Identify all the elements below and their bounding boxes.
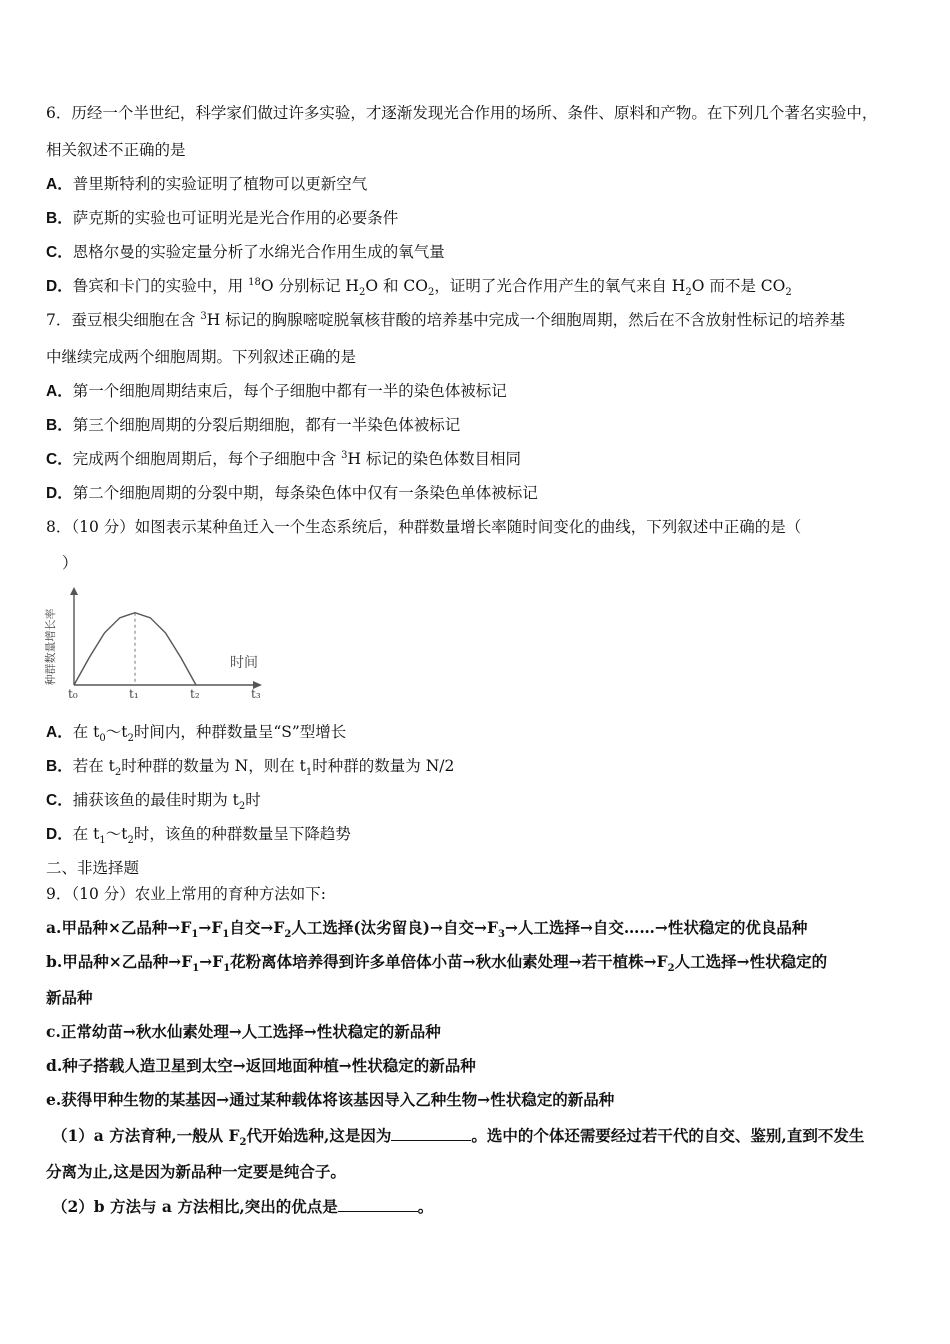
- chart-x-tick: t₃: [251, 687, 261, 700]
- q8-option-c: C．捕获该鱼的最佳时期为 $t_2$时: [46, 791, 261, 813]
- q8-option-a: A．在 $t_0\sim t_2$时间内，种群数量呈“S”型增长: [46, 723, 347, 745]
- q6-option-d: D．鲁宾和卡门的实验中，用 $^{18}$O 分别标记 $H_2O$ 和 $CO_2$，证明了光合作用产生的氧气来自 $H_2O$ 而不是 $CO_2$: [46, 276, 792, 299]
- q9-score: （10 分）: [71, 885, 135, 903]
- q9-method-e: e.获得甲种生物的某基因→通过某种载体将该基因导入乙种生物→性状稳定的新品种: [46, 1090, 615, 1109]
- q9-part1: （1）a 方法育种,一般从 $F_2$代开始选种,这是因为 。选中的个体还需要经过若干代的自交、鉴别,直到不发生: [52, 1126, 865, 1149]
- q9-method-b: b.甲品种×乙品种$\to F_1\to F_1$花粉离体培养得到许多单倍体小苗→秋水仙素处理→若干植株$\to F_2$人工选择→性状稳定的: [46, 952, 828, 975]
- q6-option-c: C．恩格尔曼的实验定量分析了水绵光合作用生成的氧气量: [46, 243, 445, 261]
- q9-method-c: c.正常幼苗→秋水仙素处理→人工选择→性状稳定的新品种: [46, 1022, 441, 1041]
- q7-number: 7．: [46, 311, 72, 329]
- q9-method-d: d.种子搭载人造卫星到太空→返回地面种植→性状稳定的新品种: [46, 1056, 476, 1075]
- chart-x-label: 时间: [230, 655, 258, 671]
- q7-stem-line2: 中继续完成两个细胞周期。下列叙述正确的是: [46, 348, 357, 366]
- chart-x-tick: t₁: [129, 687, 139, 700]
- q8-stem-line1: 8．（10 分）如图表示某种鱼迁入一个生态系统后，种群数量增长率随时间变化的曲线，下列叙述中正确的是（: [46, 518, 802, 536]
- q9-part2: （2）b 方法与 a 方法相比,突出的优点是 。: [52, 1197, 434, 1216]
- q7-stem-line1: 7．蚕豆根尖细胞在含 $^3$H 标记的胸腺嘧啶脱氧核苷酸的培养基中完成一个细胞周期，然后在不含放射性标记的培养基: [46, 310, 846, 329]
- q8-score: （10 分）: [71, 518, 135, 536]
- answer-blank-2[interactable]: [338, 1197, 418, 1212]
- q7-option-b: B．第三个细胞周期的分裂后期细胞，都有一半染色体被标记: [46, 416, 461, 434]
- q6-stem-line1: 6．历经一个半世纪，科学家们做过许多实验，才逐渐发现光合作用的场所、条件、原料和产物。在下列几个著名实验中，: [46, 104, 878, 122]
- q9-method-b-cont: 新品种: [46, 988, 93, 1007]
- q6-option-a: A．普里斯特利的实验证明了植物可以更新空气: [46, 175, 368, 193]
- q8-stem-line2: ）: [62, 554, 78, 572]
- q8-option-d: D．在 $t_1\sim t_2$时，该鱼的种群数量呈下降趋势: [46, 825, 351, 847]
- q9-number: 9．: [46, 885, 72, 903]
- q6-option-b: B．萨克斯的实验也可证明光是光合作用的必要条件: [46, 209, 399, 227]
- growth-rate-chart: [40, 585, 280, 700]
- section-title: 二、非选择题: [46, 859, 140, 877]
- chart-y-arrow: [70, 587, 78, 595]
- q8-number: 8．: [46, 518, 72, 536]
- q7-option-a: A．第一个细胞周期结束后，每个子细胞中都有一半的染色体被标记: [46, 382, 507, 400]
- q6-stem-line2: 相关叙述不正确的是: [46, 141, 186, 159]
- answer-blank-1[interactable]: [391, 1126, 471, 1141]
- chart-x-tick: t₂: [190, 687, 200, 700]
- q7-option-d: D．第二个细胞周期的分裂中期，每条染色体中仅有一条染色单体被标记: [46, 484, 538, 502]
- chart-x-tick: t₀: [68, 687, 78, 700]
- q9-method-a: a.甲品种×乙品种$\to F_1\to F_1$自交$\to F_2$人工选择(汰劣留良)→自交$\to F_3\to$人工选择→自交……→性状稳定的优良品种: [46, 918, 808, 941]
- q7-option-c: C．完成两个细胞周期后，每个子细胞中含 $^3$H 标记的染色体数目相同: [46, 449, 521, 468]
- q9-part1-cont: 分离为止,这是因为新品种一定要是纯合子。: [46, 1162, 346, 1181]
- chart-y-label: 种群数量增长率: [44, 608, 57, 686]
- q8-option-b: B．若在 $t_2$时种群的数量为 N，则在 $t_1$时种群的数量为 N/2: [46, 757, 455, 779]
- q6-number: 6．: [46, 104, 72, 122]
- q9-stem: 9．（10 分）农业上常用的育种方法如下:: [46, 885, 327, 903]
